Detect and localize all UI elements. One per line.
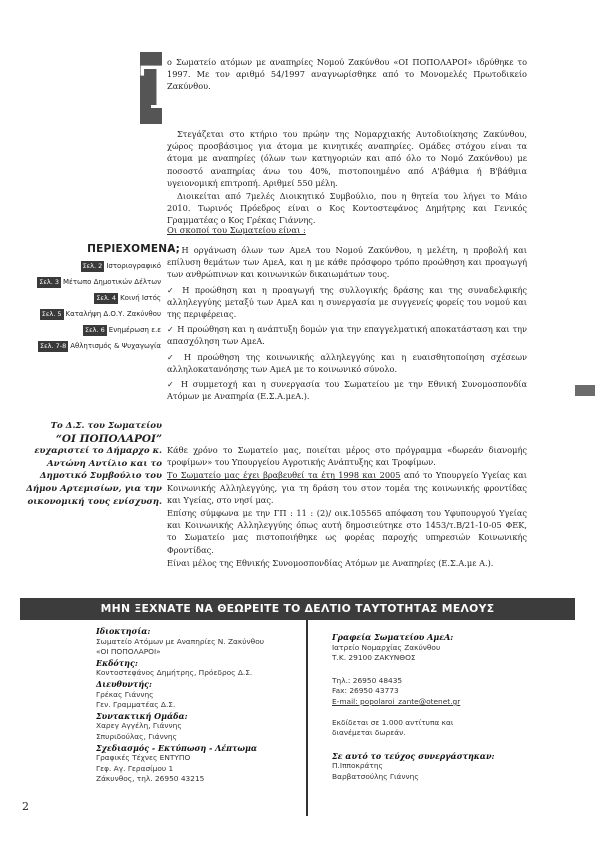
goal-item: ✓ Η προώθηση της κοινωνικής αλληλεγγύης και η ευαισθητοποίηση σχέσεων αλληλοκατανόησης των ΑμεΑ με το κοινωνικό σύνολο. — [167, 351, 527, 374]
issue-line: Εκδίδεται σε 1.000 αντίτυπα και — [332, 717, 454, 727]
article-intro — [167, 56, 527, 94]
thanks-line-board: Το Δ.Σ. του Σωματείου — [50, 421, 162, 431]
issue-line: διανέμεται δωρεάν. — [332, 728, 406, 738]
publisher-heading: Εκδότης: — [96, 657, 138, 668]
editorial-line: Σπυριδούλας, Γιάννης — [96, 731, 177, 741]
email-link[interactable]: E-mail: popolaroi_zante@otenet.gr — [332, 696, 461, 706]
contents-page-tag: Σελ. 6 — [85, 325, 105, 334]
goal-item: ✓ Η οργάνωση όλων των ΑμεΑ του Νομού Ζακύνθου, η μελέτη, η προβολή και επίλυση θεμάτων των ΑμεΑ, και η με κάθε πρόσφορο τρόπο προώθηση και προαγωγή των ανθρώπινων και κοινωνικών δικαιωμάτων τους. — [167, 245, 527, 280]
goals-list — [167, 244, 527, 405]
contents-page-tag: Σελ. 5 — [41, 309, 62, 318]
contents-item[interactable] — [83, 324, 161, 336]
thanks-line-name: “ΟΙ ΠΟΠΟΛΑΡΟΙ” — [55, 432, 162, 445]
contents-page-tag: Σελ. 4 — [96, 293, 117, 302]
article-tail — [167, 444, 527, 570]
food-program-paragraph: Κάθε χρόνο το Σωματείο μας, ποιείται μέρος στο πρόγραμμα «δωρεάν διανομής τροφίμων» του Υπουργείου Αγροτικής Ανάπτυξης και Τροφίμων. — [167, 445, 527, 468]
design-line: Γεφ. Αγ. Γερασίμου 1 — [96, 763, 174, 773]
page-number: 2 — [22, 800, 29, 813]
article-description — [167, 128, 527, 228]
editorial-heading: Συντακτική Ομάδα: — [96, 710, 188, 721]
goal-item: ✓ Η συμμετοχή και η συνεργασία του Σωματείου με την Εθνική Συνομοσπονδία Ατόμων με Αναπηρία (Ε.Σ.Α.μεΑ.). — [167, 379, 527, 402]
certification-paragraph: Επίσης σύμφωνα με την ΓΠ : 11 : (2)/ οικ.105565 απόφαση του Υφυπουργού Υγείας και Κοινωνικής Αλληλεγγύης όπως αυτή δημοσιεύτηκε στο 1453/τ.Β/21-10-05 ΦΕΚ, το Σωματείο μας πιστοποιήθηκε ως φορέας παροχής υπηρεσιών Κοινωνικής Φροντίδας. — [167, 508, 527, 555]
director-line: Γρέκας Γιάννης — [96, 689, 154, 699]
membership-paragraph: Είναι μέλος της Εθνικής Συνομοσπονδίας Ατόμων με Αναπηρίες (Ε.Σ.Α.με Α.). — [167, 557, 494, 568]
thanks-note — [22, 420, 162, 508]
goal-item: ✓ Η προώθηση και η προαγωγή της συλλογικής δράσης και της συναδελφικής αλληλεγγύης μεταξύ των ΑμεΑ και η συνεργασία με συγγενείς φορείς του νομού και της περιφέρειας. — [167, 284, 527, 320]
owner-heading: Ιδιοκτησία: — [96, 626, 151, 636]
goals-heading: Οι σκοποί του Σωματείου είναι : — [167, 225, 306, 235]
contents-item-name: Ιστοριογραφικό — [106, 262, 161, 270]
office-line: Τ.Κ. 29100 ΖΑΚΥΝΘΟΣ — [332, 653, 416, 663]
contents-item-name: Κοινή Ιστός — [120, 294, 161, 302]
fax-number: Fax: 26950 43773 — [332, 686, 399, 696]
design-line: Ζάκυνθος, τηλ. 26950 43215 — [96, 774, 205, 784]
membership-card-banner: ΜΗΝ ΞΕΧΝΑΤΕ ΝΑ ΘΕΩΡΕΙΤΕ ΤΟ ΔΕΛΤΙΟ ΤΑΥΤΟΤΗΤΑΣ ΜΕΛΟΥΣ — [20, 598, 575, 620]
watermark-decoration — [26, 628, 52, 818]
description-paragraph: Στεγάζεται στο κτήριο του πρώην της Νομαρχιακής Αυτοδιοίκησης Ζακύνθου, χώρος προσβάσιμος για άτομα με κινητικές αναπηρίες. Ομάδες στόχου είναι τα άτομα με αναπηρίες (όλων των κατηγοριών και από όλο το Νομό Ζακύνθου) με ποσοστό αναπηρίας άνω του 40%, πιστοποιημένο από Α'βάθμια ή Β'βάθμια υγειονομική επιτροπή. Αριθμεί 550 μέλη. — [167, 129, 527, 188]
owner-line: «ΟΙ ΠΟΠΟΛΑΡΟΙ» — [96, 647, 161, 657]
contents-page-tag: Σελ. 7-8 — [40, 341, 67, 350]
phone-number: Τηλ.: 26950 48435 — [332, 675, 403, 685]
contents-item-name: Μέτωπο Δημοτικών Δέλτων — [63, 278, 161, 286]
contents-page-tag: Σελ. 3 — [39, 277, 59, 286]
collaborator-line: Βαρβατσούλης Γιάννης — [332, 771, 419, 781]
office-heading: Γραφεία Σωματείου ΑμεΑ: — [332, 632, 454, 642]
contents-item[interactable] — [40, 308, 161, 320]
intro-paragraph: ο Σωματείο ατόμων με αναπηρίες Νομού Ζακύνθου «ΟΙ ΠΟΠΟΛΑΡΟΙ» ιδρύθηκε το 1997. Με τον αριθμό 54/1997 αναγνωρίσθηκε από το Μονομελές Πρωτοδικείο Ζακύνθου. — [167, 57, 527, 92]
award-highlight: Το Σωματείο μας έχει βραβευθεί τα έτη 1998 και 2005 — [167, 470, 401, 481]
contents-title: ΠΕΡΙΕΧΟΜΕΝΑ; — [87, 243, 180, 255]
contents-item[interactable] — [81, 260, 161, 272]
director-heading: Διευθυντής: — [96, 678, 152, 689]
director-line: Γεν. Γραμματέας Δ.Σ. — [96, 700, 176, 710]
award-rest: από το Υπουργείο Υγείας και Κοινωνικής Αλληλεγγύης, για τη δράση του στον τομέα της κοινωνικής φροντίδας και Υγείας, στο νησί μας. — [167, 470, 528, 505]
imprint-divider — [306, 620, 308, 816]
design-heading: Σχεδιασμός - Εκτύπωση - Λέπτωμα — [96, 742, 258, 753]
contents-item[interactable] — [37, 276, 161, 288]
collaborators-heading: Σε αυτό το τεύχος συνεργάστηκαν: — [332, 750, 495, 761]
contents-item-name: Ενημέρωση ε.ε — [108, 326, 161, 334]
contents-item-name: Αθλητισμός & Ψυχαγωγία — [70, 342, 161, 350]
owner-line: Σωματείο Ατόμων με Αναπηρίες Ν. Ζακύνθου — [96, 636, 264, 646]
imprint-right — [332, 632, 562, 783]
contents-item-name: Καταλήψη Δ.Ο.Υ. Ζακύνθου — [65, 310, 161, 318]
award-paragraph — [167, 469, 527, 506]
edge-tab-marker — [575, 385, 595, 396]
goal-item: ✓ Η προώθηση και η ανάπτυξη δομών για την επαγγελματική αποκατάσταση και την απασχόληση των ΑμεΑ. — [167, 324, 527, 347]
publisher-line: Κοντοστεφάνος Δημήτρης, Πρόεδρος Δ.Σ. — [96, 668, 253, 678]
contents-page-tag: Σελ. 2 — [82, 261, 103, 270]
editorial-line: Χαρεγ Αγγέλη, Γιάννης — [96, 721, 182, 731]
thanks-line-body: ευχαριστεί το Δήμαρχο κ. Αντώνη Αντίλιο και το Δημοτικό Συμβούλιο του Δήμου Αρτεμισίων, για την οικονομική τους ενίσχυση. — [26, 446, 162, 507]
board-paragraph: Διοικείται από 7μελές Διοικητικό Συμβούλιο, που η θητεία του λήγει το Μάιο 2010. Τωρινός Πρόεδρος είναι ο Κος Κοντοστεφάνος Δημήτρης και Γενικός Γραμματέας ο Κος Γρέκας Γιάννης. — [167, 191, 527, 226]
collaborator-line: Π.Ιπποκράτης — [332, 761, 383, 771]
contents-item[interactable] — [94, 292, 161, 304]
contents-item[interactable] — [38, 340, 161, 352]
office-line: Ιατρείο Νομαρχίας Ζακύνθου — [332, 642, 441, 652]
design-line: Γραφικές Τέχνες ΕΝΤΥΠΟ — [96, 753, 191, 763]
drop-cap: Τ — [140, 54, 179, 122]
imprint-left — [96, 626, 296, 785]
